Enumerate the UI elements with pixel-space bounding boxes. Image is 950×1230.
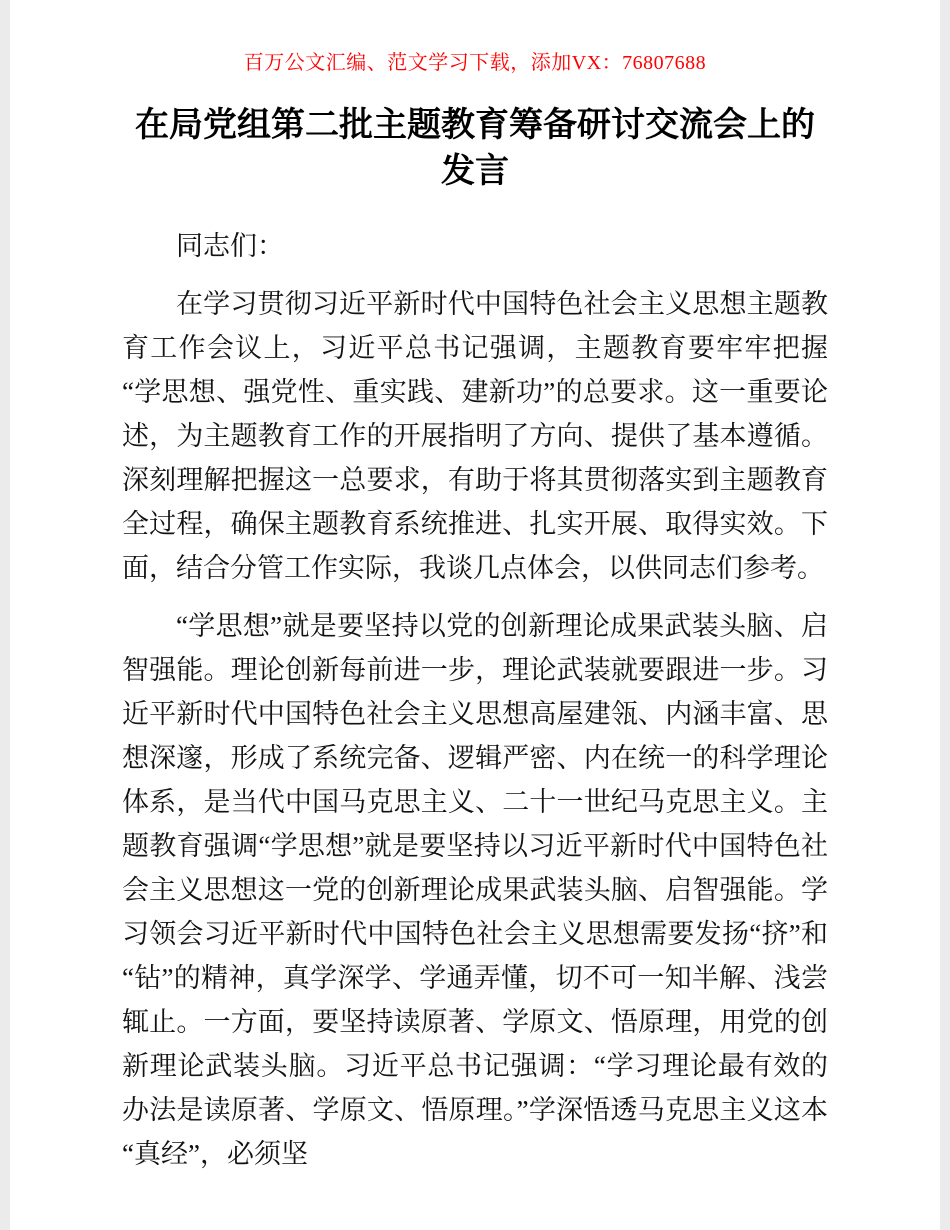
paragraph-1: 在学习贯彻习近平新时代中国特色社会主义思想主题教育工作会议上，习近平总书记强调，主题教育要牢牢把握“学思想、强党性、重实践、建新功”的总要求。这一重要论述，为主题教育工作的开展指明了方向、提供了基本遵循。深刻理解把握这一总要求，有助于将其贯彻落实到主题教育全过程，确保主题教育系统推进、扎实开展、取得实效。下面，结合分管工作实际，我谈几点体会，以供同志们参考。: [122, 289, 828, 583]
header-notice: 百万公文汇编、范文学习下载，添加VX：76807688: [243, 52, 707, 74]
paragraph-2: “学思想”就是要坚持以党的创新理论成果武装头脑、启智强能。理论创新每前进一步，理论武装就要跟进一步。习近平新时代中国特色社会主义思想高屋建瓴、内涵丰富、思想深邃，形成了系统完备、逻辑严密、内在统一的科学理论体系，是当代中国马克思主义、二十一世纪马克思主义。主题教育强调“学思想”就是要坚持以习近平新时代中国特色社会主义思想这一党的创新理论成果武装头脑、启智强能。学习领会习近平新时代中国特色社会主义思想需要发扬“挤”和“钻”的精神，真学深学、学通弄懂，切不可一知半解、浅尝辄止。一方面，要坚持读原著、学原文、悟原理，用党的创新理论武装头脑。习近平总书记强调：“学习理论最有效的办法是读原著、学原文、悟原理。”学深悟透马克思主义这本“真经”，必须坚: [122, 611, 828, 1169]
document-body: [122, 224, 828, 1176]
document-title: 在局党组第二批主题教育筹备研讨交流会上的发言: [135, 106, 815, 190]
document-page: [10, 0, 940, 1230]
salutation: 同志们：: [176, 231, 284, 261]
